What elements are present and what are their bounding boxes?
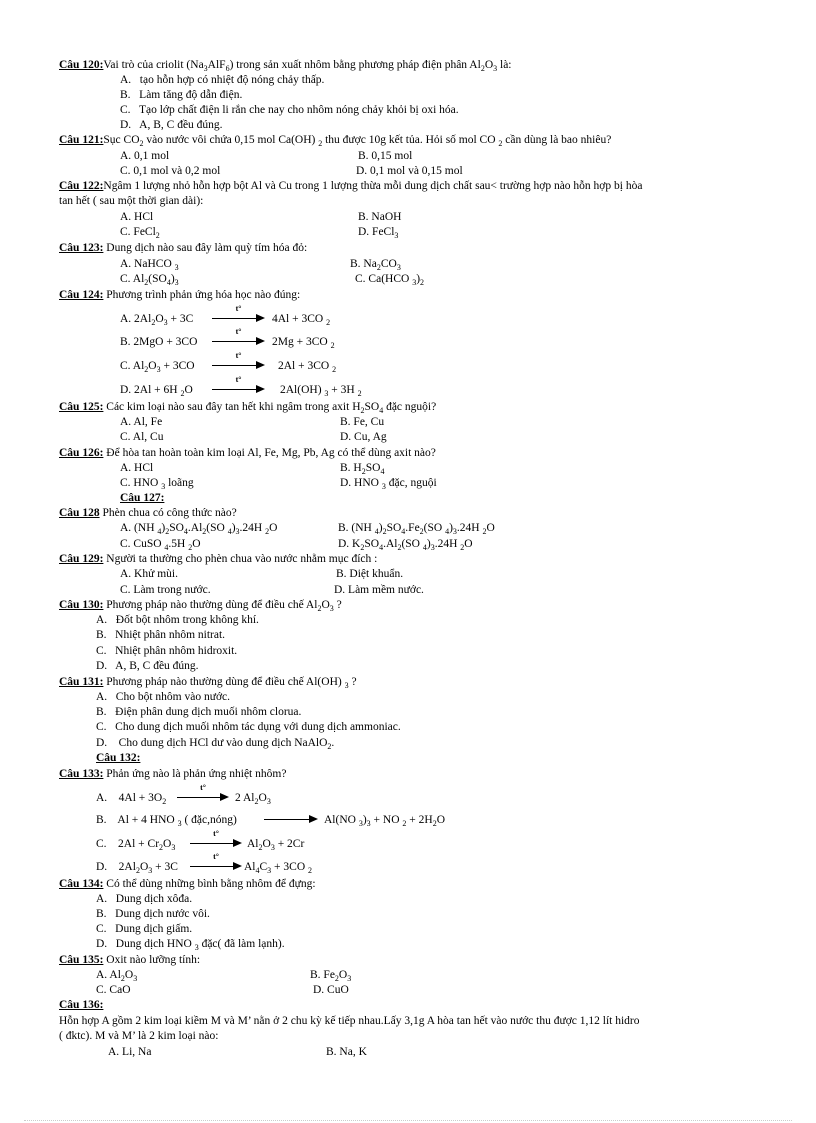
question-132 [96,751,140,765]
option-b: B. Điện phân dung dịch muối nhôm clorua. [96,706,302,718]
option-a: A. NaHCO $_3$ [120,258,179,272]
question-number: Câu 122: [59,180,104,192]
option-c: C. Dung dịch giấm. [96,923,193,935]
heat-condition: t° [200,783,206,792]
reaction-arrow [212,304,265,323]
question-124 [59,288,300,302]
option-d: C. Ca(HCO $_3)_2$ [355,273,425,287]
heat-condition: t° [235,351,242,360]
option-c: C. Cho dung dịch muối nhôm tác dụng với dung dịch ammoniac. [96,721,401,733]
option-d: D. Cho dung dịch HCl dư vào dung dịch NaAlO$_2$. [96,737,335,751]
option-a: A. Al, Fe [120,416,163,428]
question-number: Câu 136: [59,999,104,1011]
equation-reactants: C. $2Al + Cr_2O_3$ [96,838,176,852]
option-b: B. Dung dịch nước vôi. [96,908,210,920]
question-number: Câu 134: [59,878,104,890]
equation-option-c [96,837,175,851]
option-a: A. $Al_2O_3$ [96,969,138,983]
question-number: Câu 125: [59,401,104,413]
option-c: C. Làm trong nước. [120,584,211,596]
question-text: Có thể dùng những bình bằng nhôm để đựng: [103,878,316,890]
option-d: D. A, B, C đều đúng. [96,660,199,672]
heat-condition: t° [235,375,242,384]
question-text: Phèn chua có công thức nào? [99,507,237,519]
question-136 [59,998,103,1012]
option-c: C. CuSO $_4$.5H $_2$O [120,538,201,552]
equation-products: 2Al + 3CO $_2$ [278,360,337,374]
question-number: Câu 130: [59,599,104,611]
option-b: B. Na, K [326,1046,367,1058]
question-text: Vai trò của criolit $(Na_3AlF_6)$ trong sản xuất nhôm bằng phương pháp điện phân $Al_2O_3$ là: [103,59,512,73]
reaction-arrow [264,814,318,824]
question-number: Câu 127: [120,492,165,504]
question-number: Câu 123: [59,242,104,254]
equation-reactants: A. $4Al + 3O_2$ [96,792,167,806]
page-bottom-border [24,1120,792,1121]
equation-products: 2Al(OH) $_3$ + 3H $_2$ [280,384,362,398]
reaction-arrow [190,829,242,848]
option-c: C. Tạo lớp chất điện li rắn che nay cho nhôm nóng chảy khỏi bị oxi hóa. [120,104,459,116]
question-120 [59,58,512,72]
equation-reactants: A. $2Al_2O_3 + 3C$ [120,313,194,327]
reaction-arrow [190,852,242,871]
question-text-cont: ( đktc). M và M’ là 2 kim loại nào: [59,1030,219,1042]
equation-option-b [120,335,197,349]
option-d: D. HNO $_3$ đặc, nguội [340,477,437,491]
equation-option-c [120,359,195,373]
equation-option-d [120,383,193,397]
option-c: C. FeCl$_2$ [120,226,160,240]
question-text: Để hòa tan hoàn toàn kim loại Al, Fe, Mg, Pb, Ag có thể dùng axit nào? [103,447,436,459]
question-number: Câu 135: [59,954,104,966]
question-text: Phương pháp nào thường dùng để điều chế Al(OH) $_3$ ? [103,676,357,690]
option-c: C. Al, Cu [120,431,164,443]
question-text: Ngâm 1 lượng nhỏ hỗn hợp bột Al và Cu trong 1 lượng thừa mỗi dung dịch chất sau< trường hợp nào hỗn hợp bị hòa [103,180,643,192]
question-125 [59,400,436,414]
reaction-arrow [212,375,265,394]
option-d: D. 0,1 mol và 0,15 mol [356,165,463,177]
option-b: B. Fe, Cu [340,416,385,428]
question-text: Oxit nào lưỡng tính: [103,954,201,966]
question-text-cont: tan hết ( sau một thời gian dài): [59,195,204,207]
option-c: C. 0,1 mol và 0,2 mol [120,165,221,177]
question-number: Câu 121: [59,134,104,146]
equation-option-d [96,860,178,874]
option-a: A. Đốt bột nhôm trong không khí. [96,614,259,626]
option-d: D. CuO [313,984,349,996]
option-c: C. HNO $_3$ loãng [120,477,194,491]
question-text: Các kim loại nào sau đây tan hết khi ngâm trong axit $H_2SO_4$ đặc nguội? [103,401,437,415]
option-c: C. $Al_2(SO_4)_3$ [120,273,179,287]
option-a: A. (NH $_4)_2SO_4.Al_2(SO$ $_4)_3.24H$ $_2$O [120,522,278,536]
option-c: C. CaO [96,984,131,996]
option-a: A. 0,1 mol [120,150,170,162]
question-text: Phản ứng nào là phản ứng nhiệt nhôm? [103,768,287,780]
equation-reactants: D. $2Al_2O_3 + 3C$ [96,861,178,875]
equation-reactants: B. 2MgO + 3CO [120,336,198,348]
reaction-arrow [212,351,265,370]
option-d: D. Làm mềm nước. [334,584,424,596]
option-b: B. $Na_2CO_3$ [350,258,401,272]
heat-condition: t° [235,304,242,313]
option-b: B. $H_2SO_4$ [340,462,385,476]
equation-products: $Al_2O_3 + 2Cr$ [247,838,305,852]
option-b: B. 0,15 mol [358,150,413,162]
option-a: A. Dung dịch xôđa. [96,893,193,905]
question-130 [59,598,342,612]
question-text: Phương trình phản ứng hóa học nào đúng: [103,289,301,301]
option-a: A. Khử mùi. [120,568,178,580]
question-129 [59,552,377,566]
option-a: A. HCl [120,211,154,223]
question-number: Câu 129: [59,553,104,565]
reaction-arrow [212,327,265,346]
option-b: B. Nhiệt phân nhôm nitrat. [96,629,226,641]
question-134 [59,877,316,891]
question-133 [59,767,286,781]
question-128 [59,506,237,520]
question-text: Phương pháp nào thường dùng để điều chế $Al_2O_3$ ? [103,599,342,613]
question-122 [59,179,642,193]
option-a: A. HCl [120,462,154,474]
option-b: B. Làm tăng độ dẫn điện. [120,89,243,101]
option-a: A. tạo hỗn hợp có nhiệt độ nóng chảy thấp. [120,74,325,86]
option-c: C. Nhiệt phân nhôm hidroxit. [96,645,238,657]
option-a: A. Cho bột nhôm vào nước. [96,691,231,703]
equation-option-b [96,813,237,827]
option-b: B. $Fe_2O_3$ [310,969,352,983]
question-number: Câu 126: [59,447,104,459]
option-d: D. $K_2SO_4.Al_2(SO$ $_4)_3.24H$ $_2$O [338,538,473,552]
question-number: Câu 120: [59,59,104,71]
equation-option-a [120,312,193,326]
question-text: Hỗn hợp A gồm 2 kim loại kiềm M và M’ nằn ở 2 chu kỳ kế tiếp nhau.Lấy 3,1g A hòa tan hết vào nước thu được 1,12 lít hidro [59,1015,640,1027]
question-number: Câu 133: [59,768,104,780]
question-127 [120,491,164,505]
option-d: D. A, B, C đều đúng. [120,119,223,131]
question-number: Câu 131: [59,676,104,688]
heat-condition: t° [235,327,242,336]
equation-products: 2Mg + 3CO $_2$ [272,336,335,350]
question-text: Sục $CO_2$ vào nước vôi chứa 0,15 mol Ca(OH) $_2$ thu được 10g kết tủa. Hỏi số mol CO $_2$ cần dùng là bao nhiêu? [103,134,612,148]
question-number: Câu 132: [96,752,141,764]
question-121 [59,133,611,147]
question-text: Người ta thường cho phèn chua vào nước nhằm mục đích : [103,553,378,565]
question-number: Câu 128 [59,507,100,519]
option-a: A. Li, Na [108,1046,152,1058]
option-d: D. FeCl$_3$ [358,226,399,240]
equation-reactants: B. Al + 4 HNO $_3$ ( đặc,nóng) [96,814,237,828]
equation-products: Al(NO $_3)_3$ + NO $_2 + 2H_2O$ [324,814,446,828]
heat-condition: t° [213,852,219,861]
equation-reactants: C. $Al_2O_3 + 3CO$ [120,360,195,374]
question-126 [59,446,436,460]
option-b: B. (NH $_4)_2SO_4.Fe_2(SO$ $_4)_3.24H$ $_2$O [338,522,495,536]
option-d: D. Cu, Ag [340,431,387,443]
question-text: Dung dịch nào sau đây làm quỳ tím hóa đỏ: [103,242,308,254]
equation-option-a [96,791,166,805]
option-d: D. Dung dịch HNO $_3$ đặc( đã làm lạnh). [96,938,285,952]
equation-products: 2 $Al_2O_3$ [235,792,271,806]
question-number: Câu 124: [59,289,104,301]
question-123 [59,241,307,255]
question-135 [59,953,200,967]
option-b: B. NaOH [358,211,402,223]
heat-condition: t° [213,829,219,838]
reaction-arrow [177,783,229,802]
equation-reactants: D. 2Al + 6H $_2$O [120,384,193,398]
option-b: B. Diệt khuẩn. [336,568,404,580]
question-131 [59,675,357,689]
equation-products: $Al_4C_3 + 3CO$ $_2$ [244,861,313,875]
equation-products: 4Al + 3CO $_2$ [272,313,331,327]
